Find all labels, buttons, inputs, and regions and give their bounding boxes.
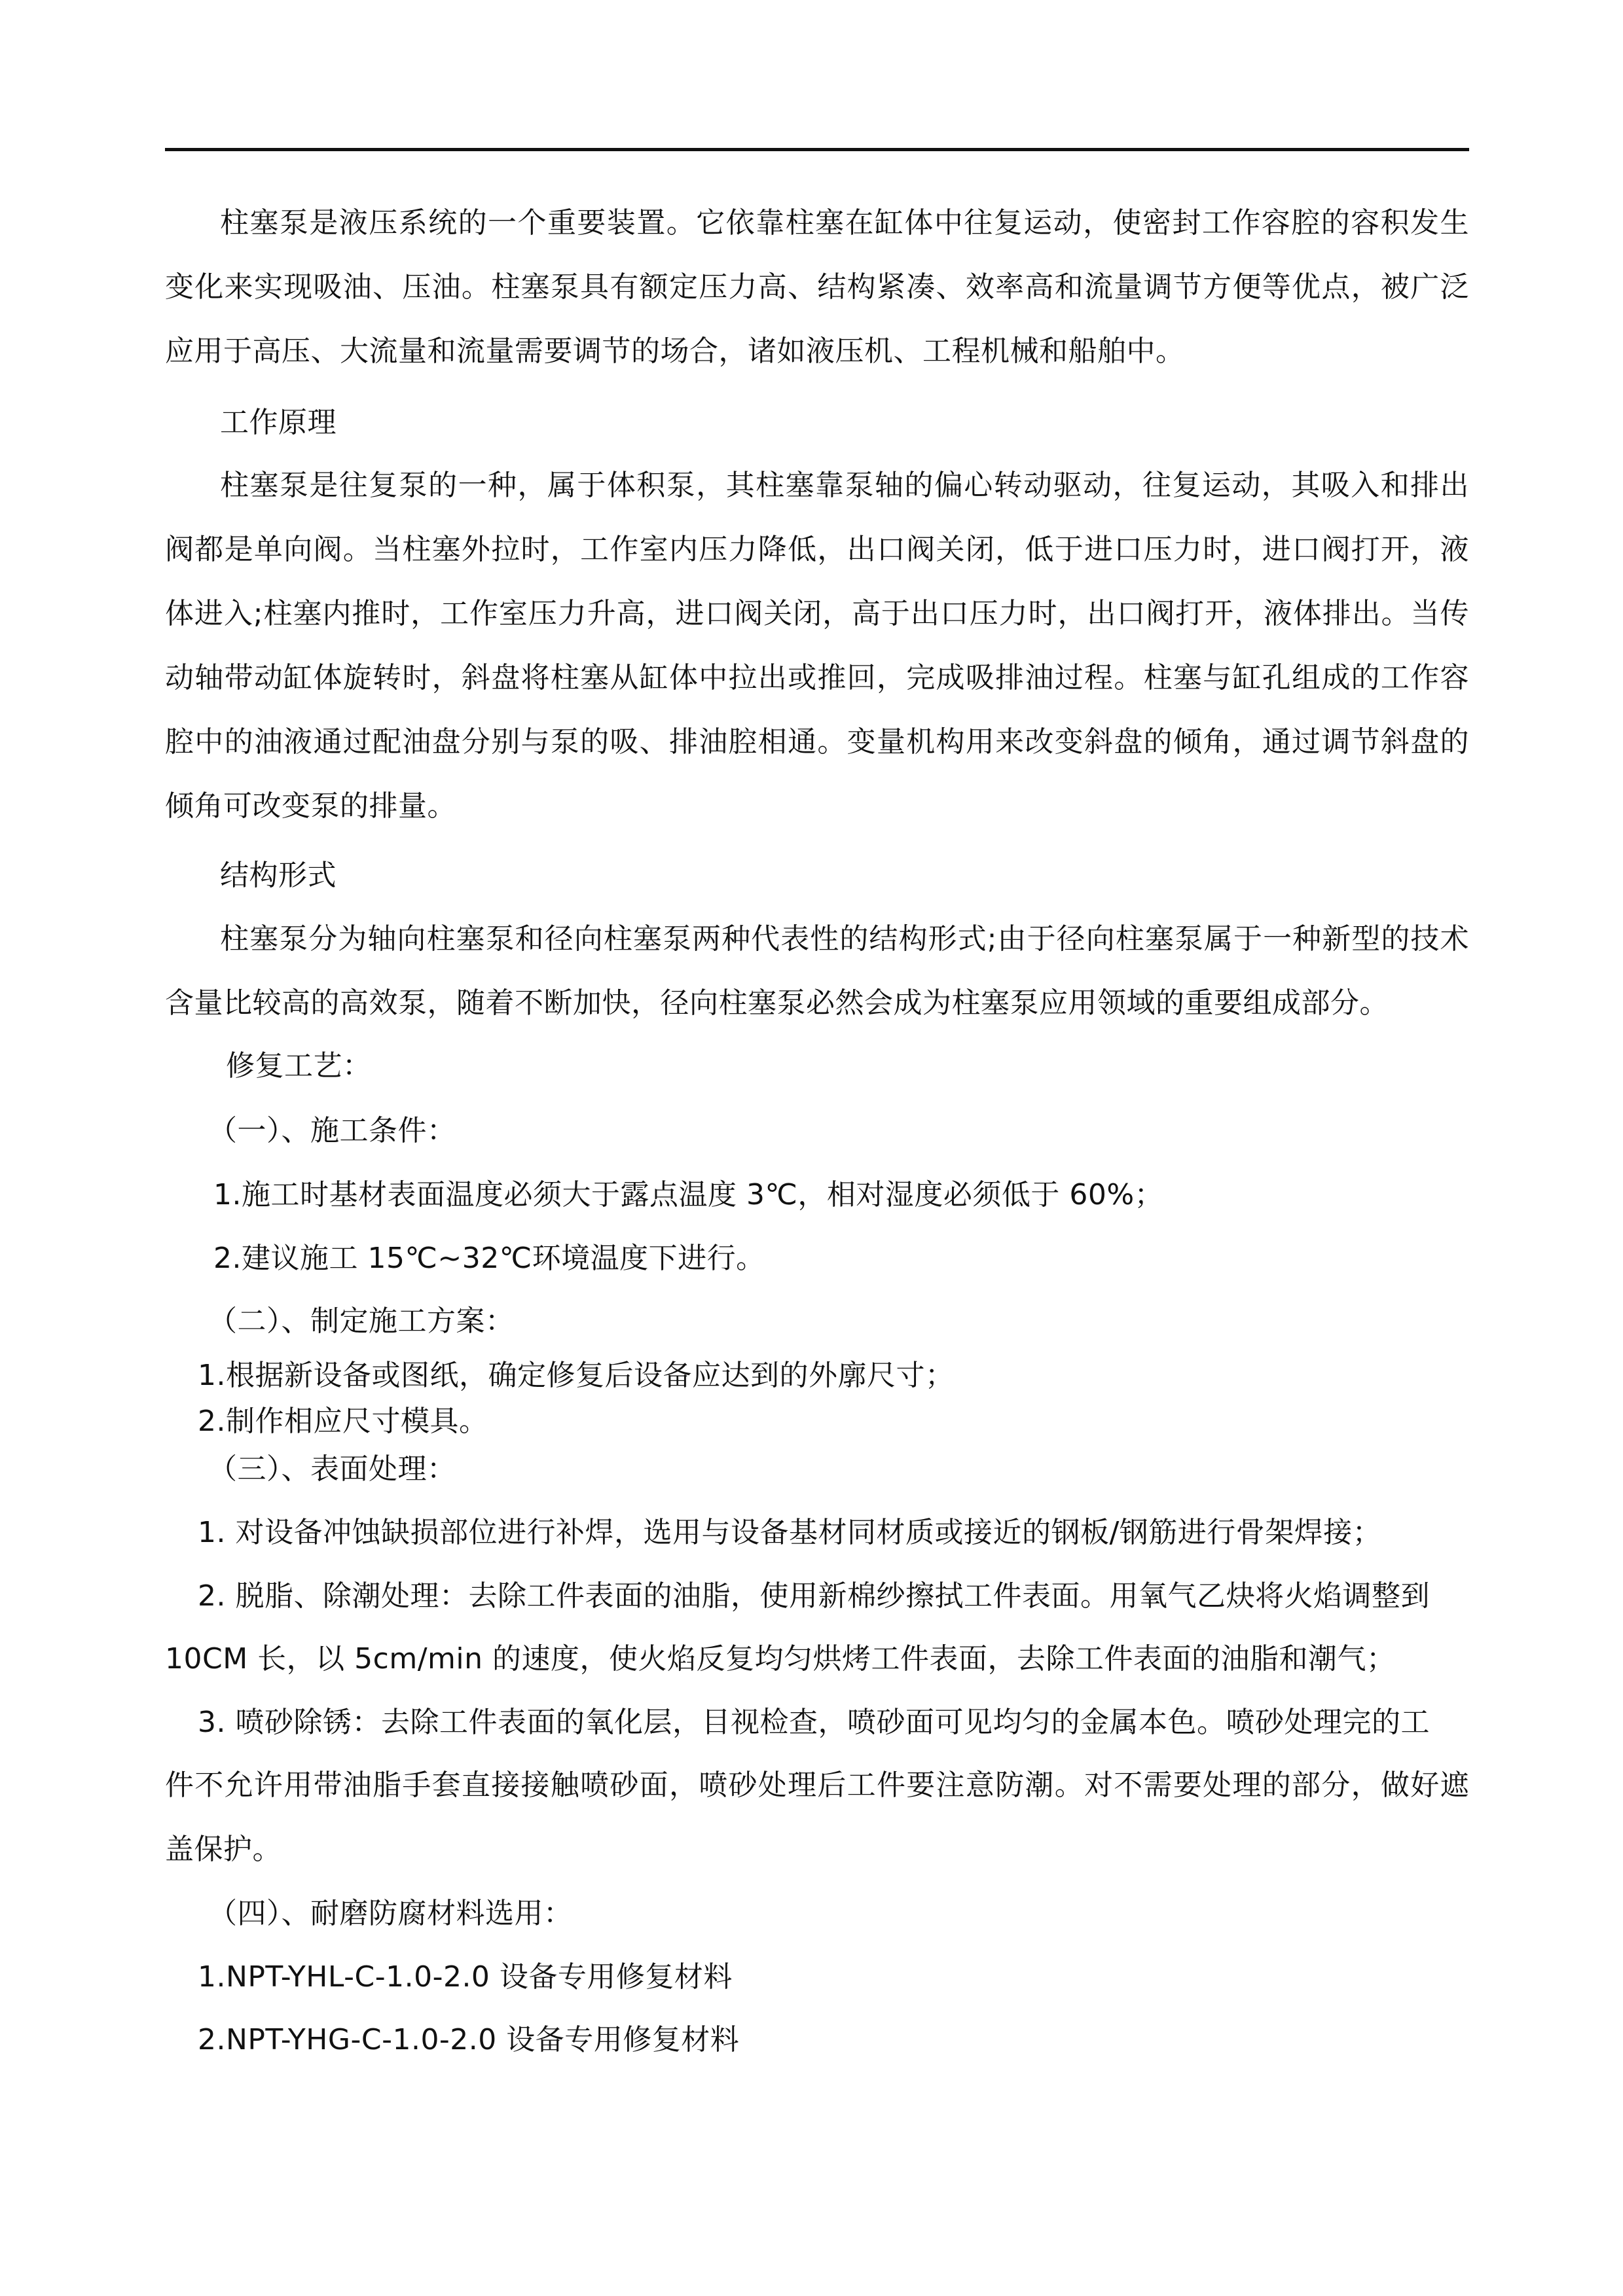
section2-item2: 2.制作相应尺寸模具。 xyxy=(198,1405,488,1438)
section4-item1: 1.NPT-YHL-C-1.0-2.0 设备专用修复材料 xyxy=(198,1960,733,1994)
principle-paragraph: 柱塞泵是往复泵的一种，属于体积泵，其柱塞靠泵轴的偏心转动驱动，往复运动，其吸入和排出阀都是单向阀。当柱塞外拉时，工作室内压力降低，出口阀关闭，低于进口压力时，进口阀打开，液体进入;柱塞内推时，工作室压力升高，进口阀关闭，高于出口压力时，出口阀打开，液体排出。当传动轴带动缸体旋转时，斜盘将柱塞从缸体中拉出或推回，完成吸排油过程。柱塞与缸孔组成的工作容腔中的油液通过配油盘分别与泵的吸、排油腔相通。变量机构用来改变斜盘的倾角，通过调节斜盘的倾角可改变泵的排量。 xyxy=(165,469,1469,823)
structure-paragraph: 柱塞泵分为轴向柱塞泵和径向柱塞泵两种代表性的结构形式;由于径向柱塞泵属于一种新型的技术含量比较高的高效泵，随着不断加快，径向柱塞泵必然会成为柱塞泵应用领域的重要组成部分。 xyxy=(165,922,1469,1020)
section4-item2: 2.NPT-YHG-C-1.0-2.0 设备专用修复材料 xyxy=(198,2023,740,2056)
section3-item2-line1: 2. 脱脂、除潮处理：去除工件表面的油脂，使用新棉纱擦拭工件表面。用氧气乙炔将火焰调整到 xyxy=(198,1579,1430,1613)
section3-heading: （三）、表面处理： xyxy=(208,1452,456,1486)
section2-heading: （二）、制定施工方案： xyxy=(208,1304,515,1338)
section4-heading: （四）、耐磨防腐材料选用： xyxy=(208,1897,573,1930)
structure-heading: 结构形式 xyxy=(220,859,337,892)
section3-item2-line2: 10CM 长，以 5cm/min 的速度，使火焰反复均匀烘烤工件表面，去除工件表面的油脂和潮气； xyxy=(165,1642,1396,1676)
header-rule xyxy=(165,148,1469,151)
repair-heading: 修复工艺： xyxy=(226,1049,372,1083)
section3-item3-rest: 件不允许用带油脂手套直接接触喷砂面，喷砂处理后工件要注意防潮。对不需要处理的部分，做好遮盖保护。 xyxy=(165,1768,1469,1866)
section2-item1: 1.根据新设备或图纸，确定修复后设备应达到的外廓尺寸； xyxy=(198,1359,955,1392)
section1-heading: （一）、施工条件： xyxy=(208,1114,456,1147)
section1-item2: 2.建议施工 15℃~32℃环境温度下进行。 xyxy=(213,1242,765,1275)
intro-paragraph: 柱塞泵是液压系统的一个重要装置。它依靠柱塞在缸体中往复运动，使密封工作容腔的容积发生变化来实现吸油、压油。柱塞泵具有额定压力高、结构紧凑、效率高和流量调节方便等优点，被广泛应用于高压、大流量和流量需要调节的场合，诸如液压机、工程机械和船舶中。 xyxy=(165,206,1469,368)
principle-heading: 工作原理 xyxy=(220,406,337,439)
section1-item1: 1.施工时基材表面温度必须大于露点温度 3℃，相对湿度必须低于 60%； xyxy=(213,1178,1164,1211)
section3-item1: 1. 对设备冲蚀缺损部位进行补焊，选用与设备基材同材质或接近的钢板/钢筋进行骨架焊接； xyxy=(198,1516,1382,1549)
section3-item3-line1: 3. 喷砂除锈：去除工件表面的氧化层，目视检查，喷砂面可见均匀的金属本色。喷砂处理完的工 xyxy=(198,1706,1430,1739)
